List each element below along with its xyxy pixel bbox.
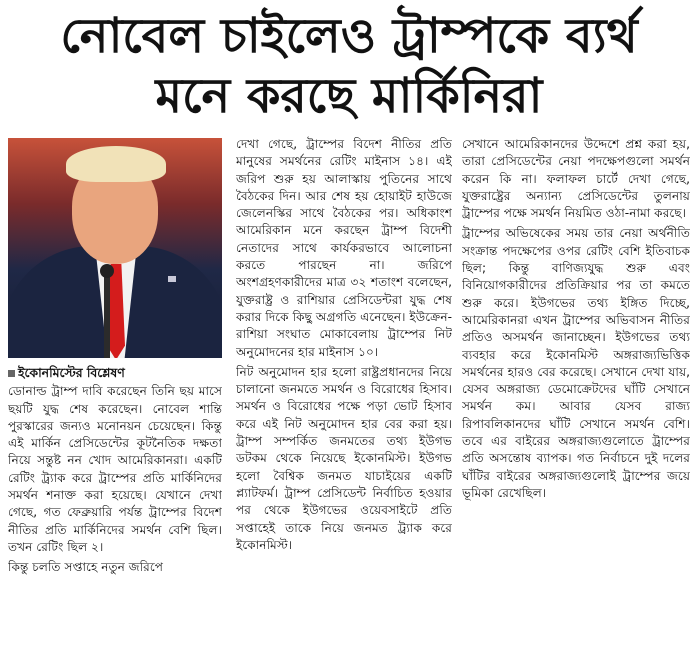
headline-line-2: মনে করছে মার্কিনিরা	[155, 68, 543, 124]
portrait-photo	[8, 138, 222, 358]
paragraph: নিট অনুমোদন হার হলো রাষ্ট্রপ্রধানদের নিয়ে চালানো জনমতে সমর্থন ও বিরোধের হিসাব। সমর্থন ও বিরোধের পক্ষে পড়া ভোট হিসাব করে এই নিট অনুমোদন হার বের করা হয়। ট্রাম্প সম্পর্কিত জনমতের তথ্য ইউগভ ডটকম থেকে নিয়েছে ইকোনমিস্ট। ইউগভ হলো বৈশ্বিক জনমত যাচাইয়ের একটি প্ল্যাটফর্ম। ট্রাম্প প্রেসিডেন্ট নির্বাচিত হওয়ার পর থেকে ইউগভের ওয়েবসাইটে প্রতি সপ্তাহেই তাকে নিয়ে জনমত ট্র্যাক করে ইকোনমিস্ট।	[236, 364, 452, 552]
paragraph: কিন্তু চলতি সপ্তাহে নতুন জরিপে	[8, 560, 164, 575]
headline-line-1: নোবেল চাইলেও ট্রাম্পকে ব্যর্থ	[60, 8, 638, 64]
article-column-2	[236, 136, 452, 557]
paragraph: সেখানে আমেরিকানদের উদ্দেশে প্রশ্ন করা হয়, তারা প্রেসিডেন্টের নেয়া পদক্ষেপগুলো সমর্থন করেন কি না। ফলাফল চার্টে দেখা গেছে, যুক্তরাষ্ট্রের অন্যান্য প্রেসিডেন্টের তুলনায় ট্রাম্পের পক্ষে সমর্থন নিয়মিত ওঠা-নামা করছে।	[462, 137, 690, 221]
subheading: ইকোনমিস্টের বিশ্লেষণ	[8, 364, 222, 381]
article-column-1	[8, 364, 222, 580]
paragraph: ট্রাম্পের অভিষেকের সময় তার নেয়া অর্থনীতি সংক্রান্ত পদক্ষেপের ওপর রেটিং বেশি ইতিবাচক ছিল; কিন্তু বাণিজ্যযুদ্ধ শুরু এবং বিনিয়োগকারীদের প্রতিক্রিয়ার পর তা কমতে শুরু করে। ইউগভের তথ্য ইঙ্গিত দিচ্ছে, আমেরিকানরা এখন ট্রাম্পের অভিবাসন নীতির প্রতিও অসমর্থন জানাচ্ছেন। ইউগভের তথ্য ব্যবহার করে ইকোনমিস্ট অঙ্গরাজ্যভিত্তিক সমর্থনের হারও বের করেছে। সেখানে দেখা যায়, যেসব অঙ্গরাজ্য ডেমোক্রেটদের ঘাঁটি সেখানে সমর্থন কম। আবার যেসব রাজ্য রিপাবলিকানদের ঘাঁটি সেখানে সমর্থন বেশি। তবে এর বাইরের অঙ্গরাজ্যগুলোতে ট্রাম্পের প্রতি অসন্তোষ ব্যাপক। গত নির্বাচনে দুই দলের ঘাঁটির বাইরের অঙ্গরাজ্যগুলোই ট্রাম্পের জয়ে ভূমিকা রেখেছিল।	[462, 226, 690, 500]
square-bullet-icon	[8, 370, 15, 377]
paragraph: ডোনাল্ড ট্রাম্প দাবি করেছেন তিনি ছয় মাসে ছয়টি যুদ্ধ শেষ করেছেন। নোবেল শান্তি পুরস্কারের জন্যও মনোনয়ন চেয়েছেন। কিন্তু এই মার্কিন প্রেসিডেন্টের কূটনৈতিক দক্ষতা নিয়ে সন্তুষ্ট নন খোদ আমেরিকানরা। একটি রেটিং ট্র্যাক করে ট্রাম্পের প্রতি মার্কিনিদের সমর্থন শনাক্ত করা হয়েছে। যেখানে দেখা গেছে, গত ফেব্রুয়ারি পর্যন্ত ট্রাম্পের বিদেশ নীতির প্রতি মার্কিনিদের সমর্থন বেশি ছিল। তখন রেটিং ছিল ২।	[8, 384, 222, 554]
article-column-3	[462, 136, 690, 505]
paragraph: দেখা গেছে, ট্রাম্পের বিদেশ নীতির প্রতি মানুষের সমর্থনের রেটিং মাইনাস ১৪। এই জরিপ শুরু হয় আলাস্কায় পুতিনের সাথে বৈঠকের দিন। আর শেষ হয় হোয়াইট হাউজে জেলেনস্কির সাথে বৈঠকের পর। অধিকাংশ আমেরিকান মনে করছেন ট্রাম্প বিদেশী নেতাদের সাথে কার্যকরভাবে আলোচনা করতে পারছেন না। জরিপে অংশগ্রহণকারীদের মাত্র ৩২ শতাংশ বলেছেন, যুক্তরাষ্ট্র ও রাশিয়ার প্রেসিডেন্টরা যুদ্ধ শেষ করার দিকে কিছু অগ্রগতি এনেছেন। ইউক্রেন-রাশিয়া সংঘাত মোকাবেলায় ট্রাম্পের নিট অনুমোদনের হার মাইনাস ১০।	[236, 137, 452, 359]
